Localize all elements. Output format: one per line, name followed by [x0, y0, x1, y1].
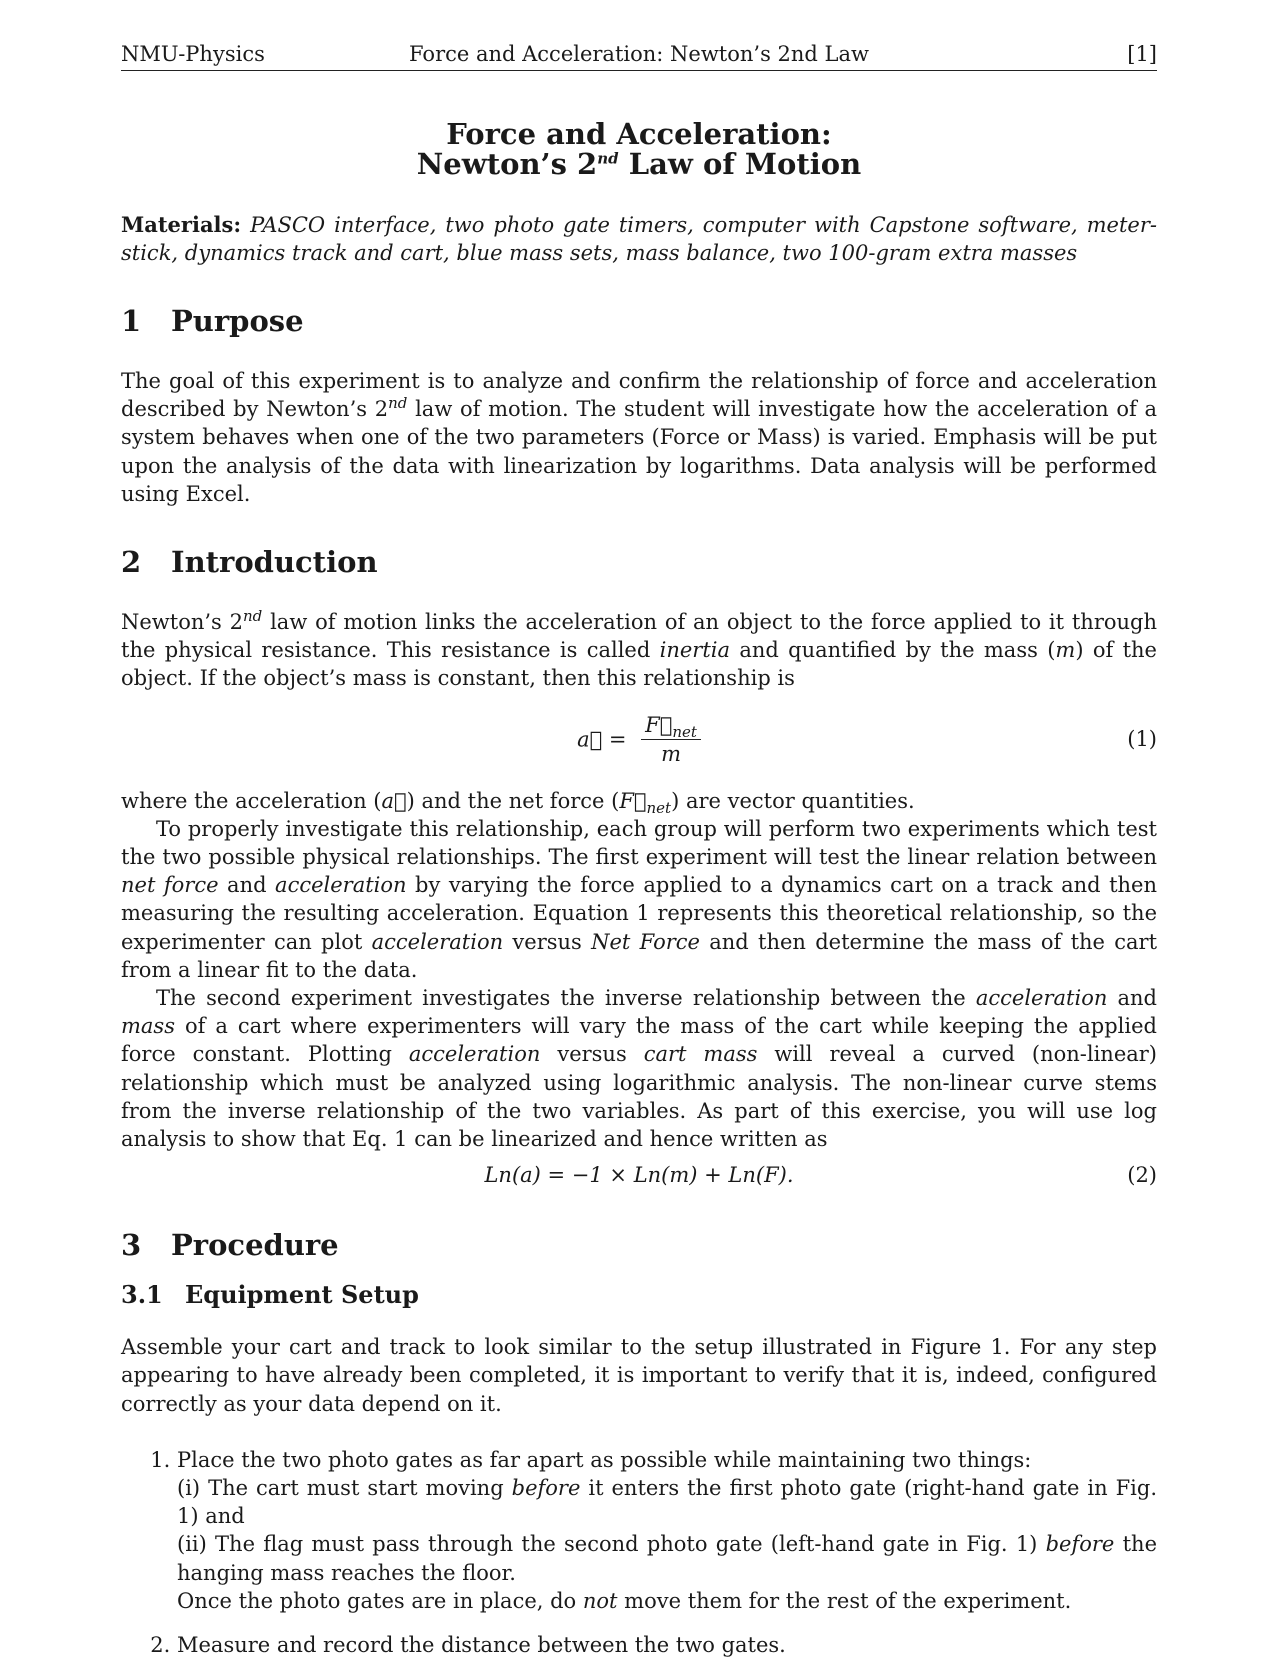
- title-line-2: Newton’s 2nd Law of Motion: [416, 147, 862, 181]
- procedure-step-1: 1. Place the two photo gates as far apart as possible while maintaining two things: (i) The cart must start moving before it enters the first photo gate (right-hand gate in Fig. 1) and (ii) The flag must pass through the second photo gate (left-hand gate in Fig. 1) before the hanging mass reaches the floor. Once the photo gates are in place, do not move them for the rest of the experiment.: [177, 1446, 1157, 1615]
- procedure-steps: [121, 1446, 1157, 1659]
- equation-2: Ln(a) = −1 × Ln(m) + Ln(F). (2): [484, 1163, 1157, 1188]
- equation-2-number: (2): [1127, 1163, 1157, 1188]
- equation-1-number: (1): [1127, 726, 1157, 751]
- header-center: Force and Acceleration: Newton’s 2nd Law: [409, 42, 869, 66]
- title-line-1: Force and Acceleration:: [446, 117, 832, 151]
- header-left: NMU-Physics: [121, 42, 265, 66]
- section-introduction-heading: 2 Introduction: [121, 545, 378, 580]
- intro-paragraph-3: To properly investigate this relationship, each group will perform two experiments which test the two possible physical relationships. The first experiment will test the linear relation between net force and acceleration by varying the force applied to a dynamics cart on a track and then measuring the resulting acceleration. Equation 1 represents this theoretical relationship, so the experimenter can plot acceleration versus Net Force and then determine the mass of the cart from a linear fit to the data.: [121, 816, 1158, 982]
- materials-label: Materials:: [121, 212, 242, 237]
- paper-page: [121, 40, 1157, 1675]
- section-purpose-heading: 1 Purpose: [121, 304, 304, 338]
- materials-text: PASCO interface, two photo gate timers, computer with Capstone software, meter-stick, dynamics track and cart, blue mass sets, mass balance, two 100-gram extra masses: [121, 213, 1157, 265]
- purpose-paragraph: The goal of this experiment is to analyze and confirm the relationship of force and acceleration described by Newton’s 2nd law of motion. The student will investigate how the acceleration of a system behaves when one of the two parameters (Force or Mass) is varied. Emphasis will be put upon the analysis of the data with linearization by logarithms. Data analysis will be performed using Excel.: [121, 369, 1157, 506]
- equation-1: a⃗ = $\frac{F⃗_{net}}{m}$ (1): [577, 712, 1157, 766]
- intro-paragraph-1: Newton’s 2nd law of motion links the acceleration of an object to the force applied to it through the physical resistance. This resistance is called inertia and quantified by the mass (m) of the object. If the object’s mass is constant, then this relationship is: [121, 607, 1158, 691]
- intro-paragraph-4: The second experiment investigates the inverse relationship between the acceleration and mass of a cart where experimenters will vary the mass of the cart while keeping the applied force constant. Plotting acceleration versus cart mass will reveal a curved (non-linear) relationship which must be analyzed using logarithmic analysis. The non-linear curve stems from the inverse relationship of the two variables. As part of this exercise, you will use log analysis to show that Eq. 1 can be linearized and hence written as: [121, 986, 1157, 1152]
- procedure-paragraph-1: Assemble your cart and track to look similar to the setup illustrated in Figure 1. For any step appearing to have already been completed, it is important to verify that it is, indeed, configured correctly as your data depend on it.: [121, 1335, 1157, 1416]
- section-procedure-heading: 3 Procedure: [121, 1228, 339, 1263]
- running-header: [121, 40, 1157, 71]
- intro-paragraph-2: where the acceleration (a⃗) and the net force $(F⃗_{net})$ are vector quantities.: [121, 788, 915, 817]
- materials-list: [121, 211, 1157, 267]
- document-title: [121, 119, 1157, 179]
- subsection-equipment-setup-heading: 3.1 Equipment Setup: [121, 1280, 419, 1310]
- procedure-step-2: 2. Measure and record the distance between the two gates.: [177, 1631, 1157, 1659]
- header-page-number: [1]: [1127, 42, 1157, 66]
